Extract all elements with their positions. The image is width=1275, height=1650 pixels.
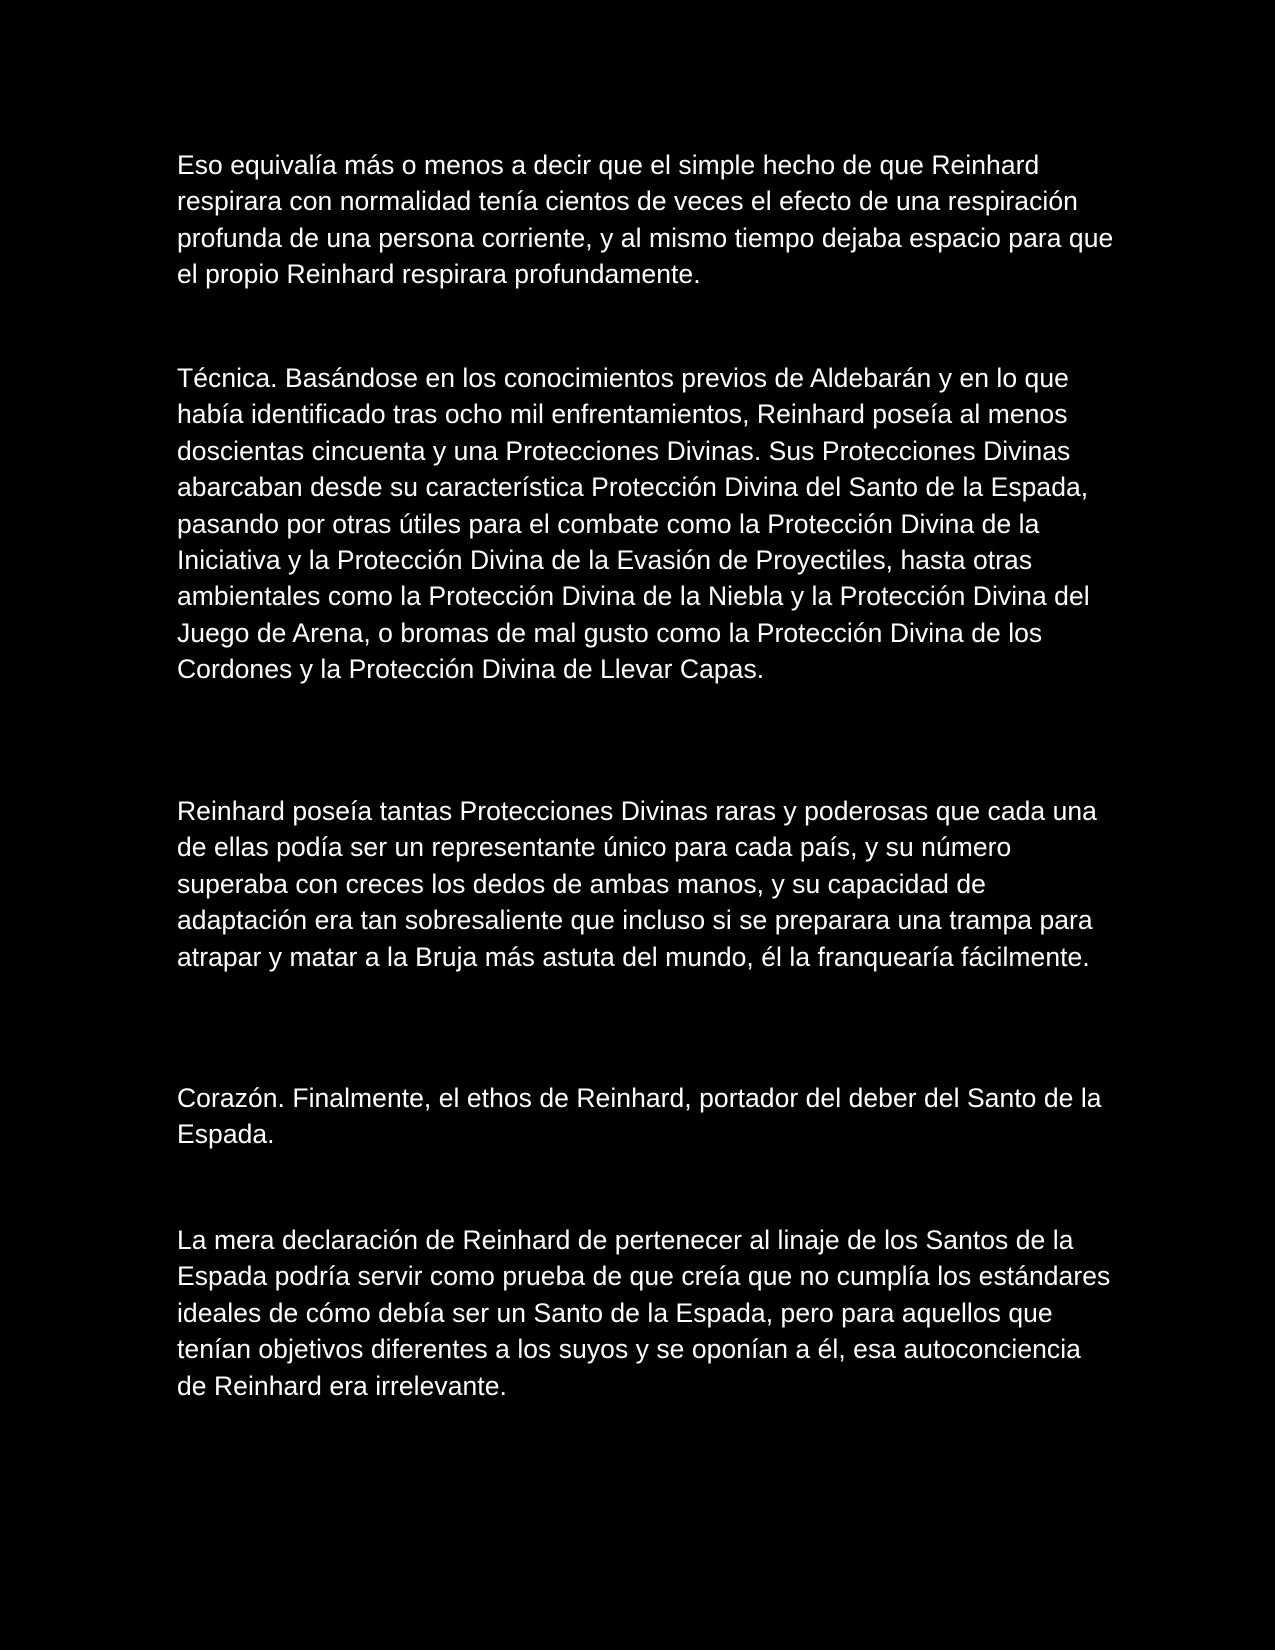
paragraph-protections: Reinhard poseía tantas Protecciones Divinas raras y poderosas que cada una de ellas podía ser un representante único para cada país, y su número superaba con creces los dedos de ambas manos, y su capacidad de adaptación era tan sobresaliente que incluso si se preparara una trampa para atrapar y matar a la Bruja más astuta del mundo, él la franquearía fácilmente. — [177, 796, 1097, 972]
paragraph-technique: Técnica. Basándose en los conocimientos previos de Aldebarán y en lo que había identificado tras ocho mil enfrentamientos, Reinhard poseía al menos doscientas cincuenta y una Protecciones Divinas. Sus Protecciones Divinas abarcaban desde su característica Protección Divina del Santo de la Espada, pasando por otras útiles para el combate como la Protección Divina de la Iniciativa y la Protección Divina de la Evasión de Proyectiles, hasta otras ambientales como la Protección Divina de la Niebla y la Protección Divina del Juego de Arena, o bromas de mal gusto como la Protección Divina de los Cordones y la Protección Divina de Llevar Capas. — [177, 363, 1090, 685]
paragraph-lineage: La mera declaración de Reinhard de pertenecer al linaje de los Santos de la Espada podría servir como prueba de que creía que no cumplía los estándares ideales de cómo debía ser un Santo de la Espada, pero para aquellos que tenían objetivos diferentes a los suyos y se oponían a él, esa autoconciencia de Reinhard era irrelevante. — [177, 1225, 1111, 1401]
paragraph-breathing: Eso equivalía más o menos a decir que el simple hecho de que Reinhard respirara con normalidad tenía cientos de veces el efecto de una respiración profunda de una persona corriente, y al mismo tiempo dejaba espacio para que el propio Reinhard respirara profundamente. — [177, 150, 1114, 290]
paragraph-heart: Corazón. Finalmente, el ethos de Reinhard, portador del deber del Santo de la Espada. — [177, 1083, 1102, 1150]
